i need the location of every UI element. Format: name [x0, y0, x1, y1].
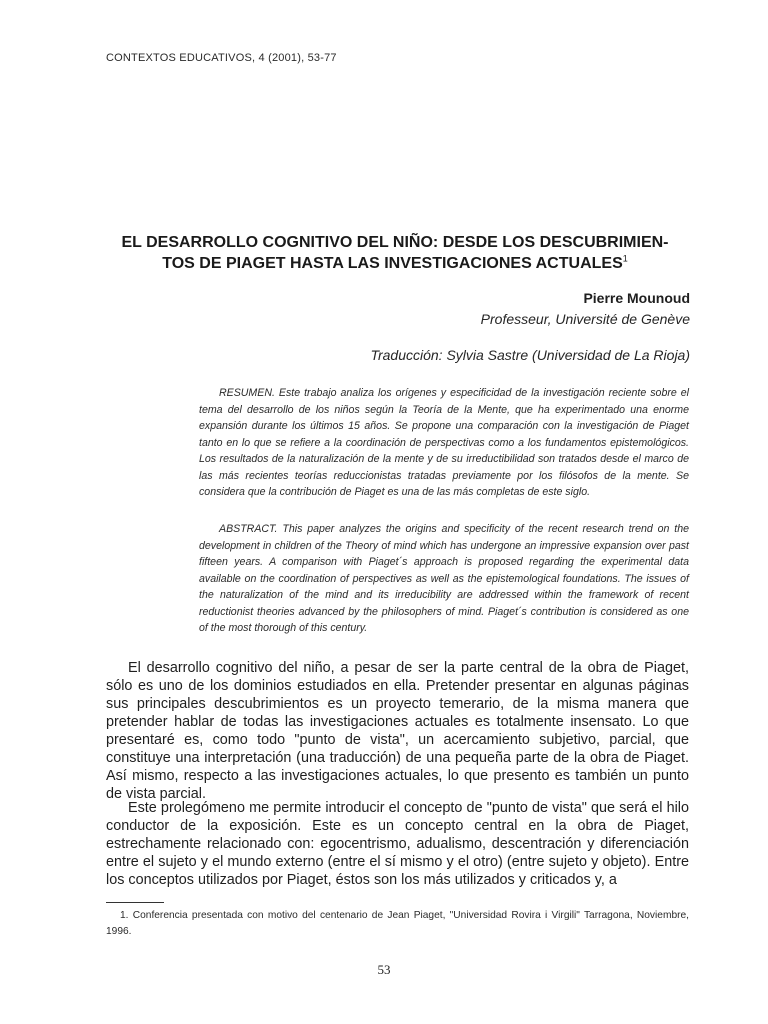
abstract-paragraph: ABSTRACT. This paper analyzes the origins and specificity of the recent research trend on the development in children of the Theory of mind which has undergone an impressive expansion over past fifteen years. A comparison with Piaget´s approach is proposed regarding the experimental data available on the coordination of perspectives as well as the epistemological foundations. The issues of the naturalization of the mind and its irreducibility are addressed within the framework of recent reductionist theories advanced by the philosophers of mind. Piaget´s contribution is considered as one of the most thorough of this century. — [199, 523, 689, 634]
body-paragraph-2: Este prolegómeno me permite introducir el concepto de "punto de vista" que será el hilo conductor de la exposición. Este es un concepto central en la obra de Piaget, estrechamente relacionado con: egocentrismo, adualismo, descentración y diferenciación entre el sujeto y el mundo externo (entre el sí mismo y el otro) (entre sujeto y objeto). Entre los conceptos utilizados por Piaget, éstos son los más utilizados y criticados y, a — [106, 800, 689, 888]
footnote-1: 1. Conferencia presentada con motivo del centenario de Jean Piaget, "Universidad Rovira i Virgili" Tarragona, Noviembre, 1996. — [106, 910, 689, 937]
title-line-2-text: TOS DE PIAGET HASTA LAS INVESTIGACIONES ACTUALES — [162, 255, 623, 272]
page-number: 53 — [377, 962, 391, 977]
title-line-2 — [100, 253, 690, 274]
translation-credit: Traducción: Sylvia Sastre (Universidad de La Rioja) — [370, 347, 690, 363]
resumen-paragraph: RESUMEN. Este trabajo analiza los orígenes y especificidad de la investigación reciente sobre el tema del desarrollo de los niños según la Teoría de la Mente, que ha experimentado una enorme expansión durante los últimos 15 años. Se propone una comparación con la investigación de Piaget tanto en lo que se refiere a la coordinación de perspectivas como a los fundamentos epistemológicos. Los resultados de la naturalización de la mente y de su irreductibilidad son tratados desde el marco de las más recientes teorías reduccionistas tratadas previamente por los filósofos de la mente. Se considera que la contribución de Piaget es una de las más completas de este siglo. — [199, 387, 689, 498]
title-line-1: EL DESARROLLO COGNITIVO DEL NIÑO: DESDE LOS DESCUBRIMIEN- — [121, 234, 669, 251]
author-affiliation: Professeur, Université de Genève — [480, 311, 690, 327]
article-title — [100, 232, 690, 274]
body-paragraph-1: El desarrollo cognitivo del niño, a pesar de ser la parte central de la obra de Piaget, sólo es uno de los dominios estudiados en ella. Pretender presentar en algunas páginas sus principales descubrimientos es un proyecto temerario, de la misma manera que pretender hablar de todas las investigaciones actuales es totalmente insensato. Lo que presentaré es, como todo "punto de vista", un acercamiento subjetivo, parcial, que constituye una interpretación (una traducción) de una pequeña parte de la obra de Piaget. Así mismo, respecto a las investigaciones actuales, lo que presento es también un punto de vista parcial. — [106, 660, 689, 802]
author-name: Pierre Mounoud — [583, 290, 690, 306]
footnote-divider — [106, 902, 164, 903]
title-footnote-mark: 1 — [622, 253, 628, 264]
running-head: CONTEXTOS EDUCATIVOS, 4 (2001), 53-77 — [106, 52, 337, 64]
